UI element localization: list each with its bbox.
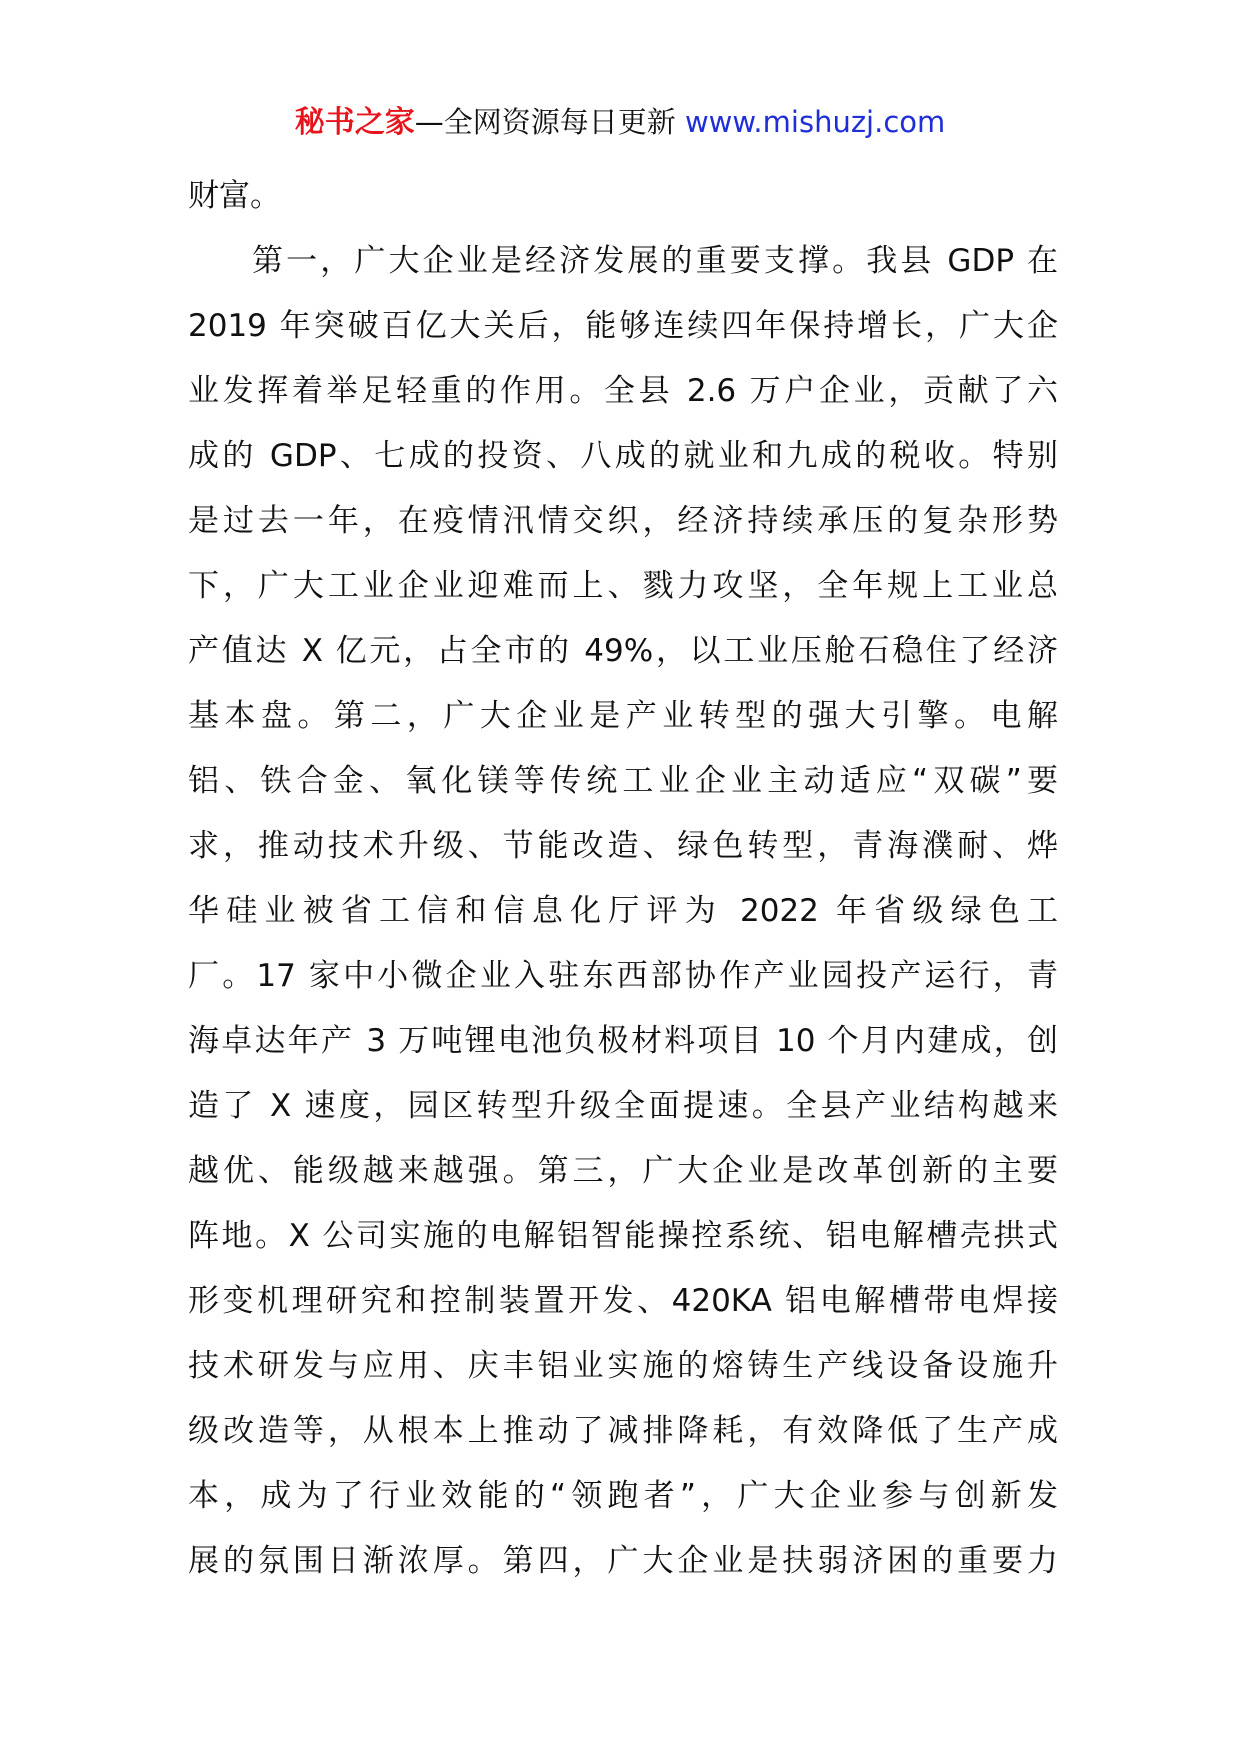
text-line: 阵地。X 公司实施的电解铝智能操控系统、铝电解槽壳拱式: [188, 1218, 1058, 1254]
header-tagline: —全网资源每日更新: [414, 105, 685, 139]
text-line: 下，广大工业企业迎难而上、戮力攻坚，全年规上工业总: [188, 568, 1058, 604]
text-line: 财富。: [188, 178, 281, 214]
text-line: 展的氛围日渐浓厚。第四，广大企业是扶弱济困的重要力: [188, 1543, 1058, 1579]
text-line: 产值达 X 亿元，占全市的 49%，以工业压舱石稳住了经济: [188, 633, 1058, 669]
text-line: 造了 X 速度，园区转型升级全面提速。全县产业结构越来: [188, 1088, 1058, 1124]
text-line: 基本盘。第二，广大企业是产业转型的强大引擎。电解: [188, 698, 1058, 734]
body-text: [188, 164, 1058, 1594]
text-line: 第一，广大企业是经济发展的重要支撑。我县 GDP 在: [252, 243, 1058, 279]
header-brand: 秘书之家: [294, 105, 415, 140]
text-line: 成的 GDP、七成的投资、八成的就业和九成的税收。特别: [188, 438, 1058, 474]
text-line: 华硅业被省工信和信息化厅评为 2022 年省级绿色工: [188, 893, 1058, 929]
text-line: 厂。17 家中小微企业入驻东西部协作产业园投产运行，青: [188, 958, 1058, 994]
text-line: 形变机理研究和控制装置开发、420KA 铝电解槽带电焊接: [188, 1283, 1058, 1319]
text-line: 级改造等，从根本上推动了减排降耗，有效降低了生产成: [188, 1413, 1058, 1449]
page-header: [0, 102, 1240, 143]
text-line: 海卓达年产 3 万吨锂电池负极材料项目 10 个月内建成，创: [188, 1023, 1058, 1059]
text-line: 求，推动技术升级、节能改造、绿色转型，青海濮耐、烨: [188, 828, 1058, 864]
text-line: 是过去一年，在疫情汛情交织，经济持续承压的复杂形势: [188, 503, 1058, 539]
text-line: 业发挥着举足轻重的作用。全县 2.6 万户企业，贡献了六: [188, 373, 1058, 409]
text-line: 技术研发与应用、庆丰铝业实施的熔铸生产线设备设施升: [188, 1348, 1058, 1384]
text-line: 本，成为了行业效能的“领跑者”，广大企业参与创新发: [188, 1478, 1058, 1514]
text-line: 越优、能级越来越强。第三，广大企业是改革创新的主要: [188, 1153, 1058, 1189]
text-line: 2019 年突破百亿大关后，能够连续四年保持增长，广大企: [188, 308, 1058, 344]
header-site-link[interactable]: www.mishuzj.com: [684, 105, 946, 139]
text-line: 铝、铁合金、氧化镁等传统工业企业主动适应“双碳”要: [188, 763, 1058, 799]
